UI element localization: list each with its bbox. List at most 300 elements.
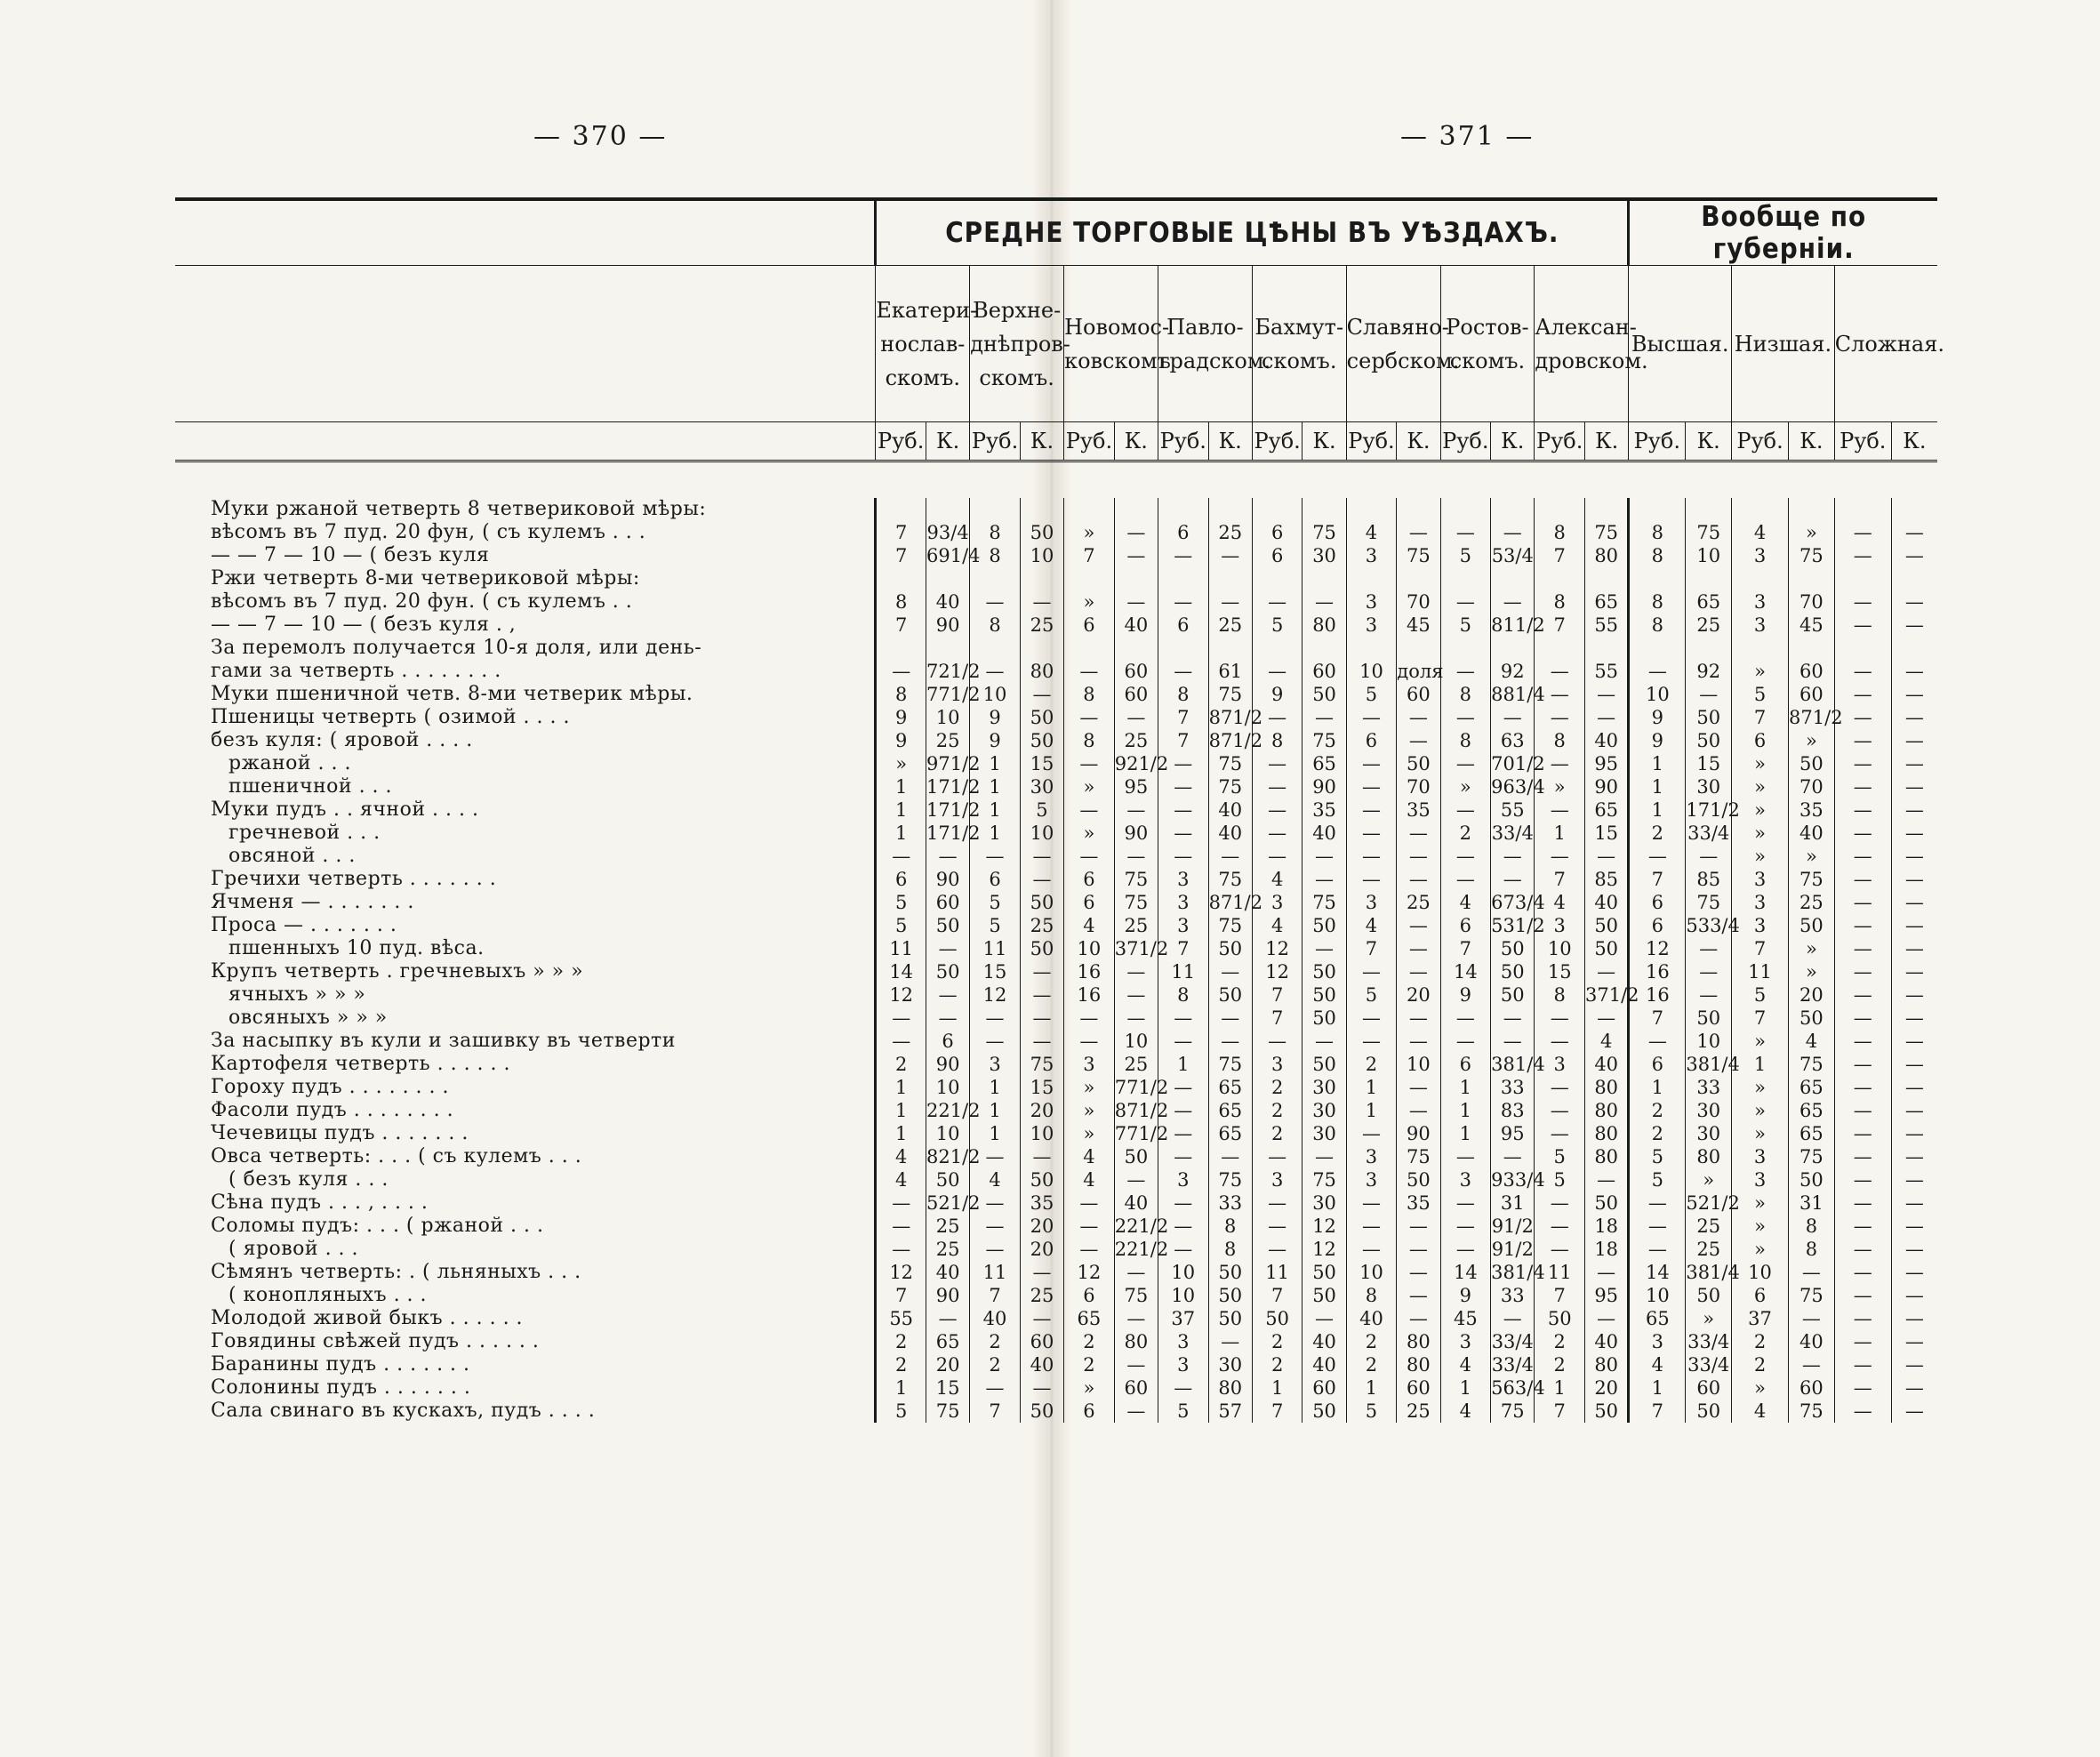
kop-cell: — bbox=[1891, 1145, 1937, 1168]
row-label: — — 7 — 10 — ( безъ куля bbox=[211, 544, 490, 566]
table-row bbox=[175, 498, 1937, 521]
rub-cell: — bbox=[1535, 1030, 1585, 1053]
kop-cell: 35 bbox=[1789, 798, 1835, 822]
kop-cell: 75 bbox=[1789, 1400, 1835, 1423]
kop-cell: 771/2 bbox=[926, 684, 981, 705]
rub-cell: — bbox=[1629, 1238, 1686, 1261]
kop-cell bbox=[1114, 498, 1158, 521]
table-row bbox=[175, 590, 1937, 614]
rub-cell: 9 bbox=[1629, 706, 1686, 729]
rub-cell: — bbox=[970, 1030, 1021, 1053]
kop-cell: 50 bbox=[1789, 914, 1835, 937]
kop-cell: 75 bbox=[1686, 521, 1732, 544]
kop-cell: — bbox=[1020, 1376, 1063, 1400]
kop-cell: 50 bbox=[1208, 1307, 1252, 1330]
rub-cell: — bbox=[1834, 590, 1891, 614]
rub-cell bbox=[1252, 567, 1302, 590]
rub-cell: — bbox=[1158, 845, 1208, 868]
kop-cell: 75 bbox=[1020, 1053, 1063, 1076]
page-number-right: — 371 — bbox=[1400, 121, 1535, 152]
row-label: Молодой живой быкъ . . . . . . bbox=[211, 1307, 524, 1329]
row-label: безъ куля: ( яровой . . . . bbox=[211, 729, 473, 751]
kop-cell: 65 bbox=[1208, 1076, 1252, 1099]
row-label: За перемолъ получается 10-я доля, или день- bbox=[211, 637, 702, 659]
rub-cell: — bbox=[1346, 798, 1397, 822]
rub-cell: 7 bbox=[1252, 1284, 1302, 1307]
kop-cell: 25 bbox=[1686, 1238, 1732, 1261]
kop-cell: 80 bbox=[1585, 1122, 1629, 1145]
kop-cell: 75 bbox=[1397, 1145, 1440, 1168]
rub-cell: — bbox=[1158, 775, 1208, 798]
kop-cell: — bbox=[1302, 868, 1346, 891]
kop-cell: 65 bbox=[1302, 752, 1346, 775]
table-row bbox=[175, 1191, 1937, 1215]
rub-cell: — bbox=[1834, 1330, 1891, 1353]
kop-cell: 85 bbox=[1686, 868, 1732, 891]
kop-cell: — bbox=[1397, 521, 1440, 544]
kop-cell: 25 bbox=[1114, 729, 1158, 752]
kop-cell: 50 bbox=[1208, 1284, 1252, 1307]
kop-cell: 18 bbox=[1585, 1238, 1629, 1261]
rub-cell: — bbox=[1440, 1030, 1491, 1053]
rub-cell bbox=[1834, 567, 1891, 590]
rub-cell: — bbox=[1346, 960, 1397, 983]
rub-cell: — bbox=[1834, 1168, 1891, 1191]
rub-cell: — bbox=[1440, 1145, 1491, 1168]
rub-cell bbox=[1535, 637, 1585, 660]
rub-cell: 7 bbox=[1732, 706, 1789, 729]
rub-cell: 5 bbox=[876, 891, 926, 914]
rub-cell bbox=[1346, 498, 1397, 521]
kop-cell: 65 bbox=[1686, 590, 1732, 614]
rub-cell: 11 bbox=[970, 1261, 1021, 1284]
rub-cell: — bbox=[1834, 1376, 1891, 1400]
rub-cell: 5 bbox=[1252, 614, 1302, 637]
kop-cell: 10 bbox=[1020, 1122, 1063, 1145]
rub-cell: 14 bbox=[1440, 960, 1491, 983]
rub-cell: 6 bbox=[876, 868, 926, 891]
rub-cell: — bbox=[1346, 1191, 1397, 1215]
kop-cell: 90 bbox=[926, 1284, 970, 1307]
kop-cell: 40 bbox=[1302, 1353, 1346, 1376]
kop-cell: — bbox=[1114, 845, 1158, 868]
row-label: гречневой . . . bbox=[228, 822, 381, 844]
rub-cell: — bbox=[1629, 1030, 1686, 1053]
kop-cell: — bbox=[1891, 729, 1937, 752]
kop-cell: 60 bbox=[1114, 683, 1158, 706]
rub-cell: — bbox=[1158, 1099, 1208, 1122]
rub-cell: — bbox=[1834, 1030, 1891, 1053]
kop-cell: 25 bbox=[1114, 1053, 1158, 1076]
kop-cell: 80 bbox=[1585, 544, 1629, 567]
rub-cell: 3 bbox=[1158, 914, 1208, 937]
rub-cell: 8 bbox=[1158, 683, 1208, 706]
kop-cell: — bbox=[1397, 1099, 1440, 1122]
district-header: Алексан- дровском. bbox=[1535, 266, 1629, 422]
rub-cell: 3 bbox=[1346, 614, 1397, 637]
rub-cell: — bbox=[1535, 1007, 1585, 1030]
table-row bbox=[175, 544, 1937, 567]
rub-cell: — bbox=[1834, 937, 1891, 960]
kop-cell: 80 bbox=[1302, 614, 1346, 637]
rub-cell: 15 bbox=[970, 960, 1021, 983]
kop-cell: 50 bbox=[926, 1168, 970, 1191]
province-column-header: Низшая. bbox=[1732, 266, 1835, 422]
rub-cell: 4 bbox=[1732, 521, 1789, 544]
kop-cell: 25 bbox=[926, 1238, 970, 1261]
kop-cell: 80 bbox=[1585, 1076, 1629, 1099]
rub-cell: » bbox=[1064, 1122, 1115, 1145]
rub-cell: 3 bbox=[1440, 1168, 1491, 1191]
kop-cell: — bbox=[1208, 960, 1252, 983]
kop-cell: — bbox=[1686, 683, 1732, 706]
kop-cell: — bbox=[926, 1307, 970, 1330]
rub-cell: 2 bbox=[876, 1053, 926, 1076]
rub-cell: 6 bbox=[1629, 891, 1686, 914]
rub-cell: 1 bbox=[876, 822, 926, 845]
rub-cell: — bbox=[1834, 960, 1891, 983]
kop-cell: 80 bbox=[1114, 1330, 1158, 1353]
kop-cell: 33 bbox=[1208, 1191, 1252, 1215]
rub-cell bbox=[1252, 498, 1302, 521]
rub-cell: 3 bbox=[1346, 544, 1397, 567]
rub-cell: — bbox=[1535, 1099, 1585, 1122]
kop-cell: 33/4 bbox=[1491, 822, 1534, 844]
rub-cell: 9 bbox=[1629, 729, 1686, 752]
rub-cell: — bbox=[876, 1007, 926, 1030]
rub-cell: — bbox=[1346, 752, 1397, 775]
rub-cell: 2 bbox=[1629, 822, 1686, 845]
rub-cell: 5 bbox=[1732, 983, 1789, 1007]
kop-cell: 75 bbox=[1114, 891, 1158, 914]
rub-cell: — bbox=[1535, 1122, 1585, 1145]
rub-cell: 1 bbox=[970, 1099, 1021, 1122]
kop-cell: — bbox=[1397, 706, 1440, 729]
table-row bbox=[175, 868, 1937, 891]
kop-cell: 821/2 bbox=[926, 1146, 981, 1167]
row-label: овсяной . . . bbox=[228, 845, 356, 867]
rub-cell: 7 bbox=[1158, 937, 1208, 960]
kop-cell: — bbox=[1397, 1007, 1440, 1030]
kop-cell: 20 bbox=[1020, 1238, 1063, 1261]
kop-cell: 70 bbox=[1397, 775, 1440, 798]
row-label: ячныхъ » » » bbox=[228, 983, 366, 1006]
rub-cell: — bbox=[1834, 706, 1891, 729]
kop-cell: 60 bbox=[1114, 1376, 1158, 1400]
rub-cell: — bbox=[1834, 1053, 1891, 1076]
kop-cell: 75 bbox=[1491, 1400, 1535, 1423]
kop-cell: 75 bbox=[1397, 544, 1440, 567]
kop-cell: — bbox=[1686, 960, 1732, 983]
rub-cell: — bbox=[1834, 1307, 1891, 1330]
kop-cell: 10 bbox=[1020, 544, 1063, 567]
rub-cell: 9 bbox=[970, 729, 1021, 752]
rub-cell: 2 bbox=[1629, 1122, 1686, 1145]
rub-cell: — bbox=[1158, 660, 1208, 683]
row-label: Ячменя — . . . . . . . bbox=[211, 891, 414, 913]
rub-cell: 14 bbox=[1629, 1261, 1686, 1284]
rub-cell: 5 bbox=[876, 914, 926, 937]
kop-cell: 381/4 bbox=[1686, 1262, 1740, 1283]
rub-cell: 8 bbox=[1064, 683, 1115, 706]
kop-cell: — bbox=[1891, 937, 1937, 960]
kop-cell: 95 bbox=[1491, 1122, 1535, 1145]
kop-cell: 40 bbox=[1302, 1330, 1346, 1353]
rub-cell: 3 bbox=[1346, 590, 1397, 614]
rub-cell: » bbox=[1732, 1376, 1789, 1400]
rub-cell: » bbox=[1732, 1238, 1789, 1261]
rub-cell: 7 bbox=[1252, 983, 1302, 1007]
kop-cell: 30 bbox=[1302, 544, 1346, 567]
rub-cell bbox=[1064, 567, 1115, 590]
kop-cell: — bbox=[1114, 1307, 1158, 1330]
kop-cell: 75 bbox=[1789, 544, 1835, 567]
kop-cell: 25 bbox=[1397, 891, 1440, 914]
rub-cell: 10 bbox=[1158, 1284, 1208, 1307]
kop-cell: 60 bbox=[1302, 1376, 1346, 1400]
rub-cell: — bbox=[1535, 798, 1585, 822]
kop-cell: 91/2 bbox=[1491, 1239, 1534, 1260]
row-label: За насыпку въ кули и зашивку въ четверти bbox=[211, 1030, 676, 1052]
rub-cell: 2 bbox=[1440, 822, 1491, 845]
rub-cell: 12 bbox=[1252, 937, 1302, 960]
kop-cell: 80 bbox=[1585, 1353, 1629, 1376]
rub-cell: 12 bbox=[1064, 1261, 1115, 1284]
rub-cell: — bbox=[1252, 822, 1302, 845]
district-header: Бахмут- скомъ. bbox=[1252, 266, 1346, 422]
rub-cell: — bbox=[1834, 1353, 1891, 1376]
kop-cell: 63 bbox=[1491, 729, 1535, 752]
kop-cell: 75 bbox=[1208, 752, 1252, 775]
rub-cell: 10 bbox=[1064, 937, 1115, 960]
rub-cell: 5 bbox=[1629, 1145, 1686, 1168]
kop-cell: — bbox=[1114, 1261, 1158, 1284]
rub-cell: 7 bbox=[1252, 1400, 1302, 1423]
kop-cell: 50 bbox=[1686, 1007, 1732, 1030]
rub-cell: — bbox=[1064, 752, 1115, 775]
rub-cell: » bbox=[1732, 1215, 1789, 1238]
price-table bbox=[175, 197, 1944, 1423]
rub-cell: 4 bbox=[1064, 914, 1115, 937]
kop-cell: — bbox=[1491, 1007, 1535, 1030]
rub-cell: 7 bbox=[876, 1284, 926, 1307]
kop-cell: 60 bbox=[1114, 660, 1158, 683]
kop-cell: 90 bbox=[926, 614, 970, 637]
kop-cell: — bbox=[1891, 1099, 1937, 1122]
rub-cell: 5 bbox=[1346, 683, 1397, 706]
rub-cell: 8 bbox=[1535, 983, 1585, 1007]
rub-cell: — bbox=[970, 845, 1021, 868]
rub-cell bbox=[876, 637, 926, 660]
kop-cell bbox=[1686, 637, 1732, 660]
kop-cell: — bbox=[1397, 1076, 1440, 1099]
rub-cell: 6 bbox=[1440, 914, 1491, 937]
kop-cell: 65 bbox=[926, 1330, 970, 1353]
rub-cell: 6 bbox=[1158, 614, 1208, 637]
rub-cell: 3 bbox=[1535, 1053, 1585, 1076]
rub-cell: 3 bbox=[1346, 891, 1397, 914]
kop-cell: 40 bbox=[1585, 1330, 1629, 1353]
kop-cell: — bbox=[1397, 1261, 1440, 1284]
row-label: Проса — . . . . . . . bbox=[211, 914, 397, 936]
rub-cell: — bbox=[1834, 1099, 1891, 1122]
kop-cell: 65 bbox=[1585, 590, 1629, 614]
kop-cell: 171/2 bbox=[926, 776, 981, 798]
table-row bbox=[175, 1076, 1937, 1099]
rub-cell: — bbox=[1440, 1007, 1491, 1030]
row-label: Гороху пудъ . . . . . . . . bbox=[211, 1076, 450, 1098]
kop-cell bbox=[926, 637, 970, 660]
rub-cell: 1 bbox=[1346, 1099, 1397, 1122]
kop-cell: 30 bbox=[1686, 1099, 1732, 1122]
rub-cell bbox=[1064, 637, 1115, 660]
kop-cell: 70 bbox=[1789, 775, 1835, 798]
kop-cell: 30 bbox=[1686, 1122, 1732, 1145]
kop-cell: 90 bbox=[1114, 822, 1158, 845]
rub-cell: 2 bbox=[1732, 1330, 1789, 1353]
kop-cell: 75 bbox=[1302, 521, 1346, 544]
unit-kop-header: К. bbox=[1585, 422, 1629, 461]
row-label: ( безъ куля . . . bbox=[228, 1168, 389, 1191]
rub-cell: — bbox=[1440, 590, 1491, 614]
rub-cell: 2 bbox=[1064, 1353, 1115, 1376]
rub-cell: — bbox=[1346, 775, 1397, 798]
rub-cell: 6 bbox=[970, 868, 1021, 891]
rub-cell: 1 bbox=[876, 798, 926, 822]
rub-cell: 2 bbox=[1346, 1353, 1397, 1376]
unit-kop-header: К. bbox=[1302, 422, 1346, 461]
rub-cell: 37 bbox=[1158, 1307, 1208, 1330]
row-label: Солонины пудъ . . . . . . . bbox=[211, 1376, 471, 1399]
table-row bbox=[175, 706, 1937, 729]
row-label: Чечевицы пудъ . . . . . . . bbox=[211, 1122, 469, 1144]
kop-cell: 10 bbox=[926, 1076, 970, 1099]
rub-cell: 10 bbox=[1346, 660, 1397, 683]
kop-cell: — bbox=[1397, 1307, 1440, 1330]
page-number-left: — 370 — bbox=[533, 121, 668, 152]
rub-cell: 9 bbox=[876, 729, 926, 752]
kop-cell: 33/4 bbox=[1491, 1354, 1534, 1376]
rub-cell: 11 bbox=[876, 937, 926, 960]
rub-cell: » bbox=[1732, 660, 1789, 683]
kop-cell bbox=[1789, 637, 1835, 660]
row-label: Сѣна пудъ . . . , . . . . bbox=[211, 1191, 429, 1214]
rub-cell: 3 bbox=[1535, 914, 1585, 937]
rub-cell: 6 bbox=[1732, 729, 1789, 752]
rub-cell: — bbox=[1535, 845, 1585, 868]
rub-cell: — bbox=[1834, 868, 1891, 891]
rub-cell: — bbox=[1158, 544, 1208, 567]
kop-cell: 50 bbox=[1686, 729, 1732, 752]
rub-cell: 4 bbox=[1629, 1353, 1686, 1376]
unit-rub-header: Руб. bbox=[1834, 422, 1891, 461]
table-row bbox=[175, 637, 1937, 660]
rub-cell: — bbox=[1834, 1261, 1891, 1284]
rub-cell: — bbox=[1158, 1215, 1208, 1238]
rub-cell bbox=[1732, 498, 1789, 521]
kop-cell bbox=[1397, 498, 1440, 521]
rub-cell: 1 bbox=[1440, 1376, 1491, 1400]
kop-cell: 75 bbox=[1114, 1284, 1158, 1307]
rub-cell: 5 bbox=[1535, 1168, 1585, 1191]
rub-cell: 7 bbox=[1535, 614, 1585, 637]
rub-cell: » bbox=[1064, 590, 1115, 614]
rub-cell: 8 bbox=[1346, 1284, 1397, 1307]
rub-cell: 9 bbox=[1440, 983, 1491, 1007]
unit-rub-header: Руб. bbox=[1064, 422, 1115, 461]
table-row bbox=[175, 775, 1937, 798]
kop-cell: 50 bbox=[1789, 1007, 1835, 1030]
kop-cell: 381/4 bbox=[1686, 1054, 1740, 1075]
table-row bbox=[175, 521, 1937, 544]
rub-cell: 3 bbox=[1158, 868, 1208, 891]
kop-cell: 75 bbox=[1208, 1053, 1252, 1076]
kop-cell: 60 bbox=[926, 891, 970, 914]
kop-cell: 70 bbox=[1397, 590, 1440, 614]
kop-cell: 55 bbox=[1585, 660, 1629, 683]
kop-cell: 92 bbox=[1686, 660, 1732, 683]
kop-cell: 533/4 bbox=[1686, 915, 1740, 936]
rub-cell: 5 bbox=[876, 1400, 926, 1423]
kop-cell: 60 bbox=[1686, 1376, 1732, 1400]
kop-cell: 12 bbox=[1302, 1215, 1346, 1238]
kop-cell: 50 bbox=[1114, 1145, 1158, 1168]
row-label: Сѣмянъ четверть: . ( льняныхъ . . . bbox=[211, 1261, 581, 1283]
kop-cell: 171/2 bbox=[1686, 799, 1740, 821]
kop-cell: — bbox=[1891, 1376, 1937, 1400]
kop-cell: 521/2 bbox=[1686, 1192, 1740, 1214]
kop-cell: 75 bbox=[1789, 868, 1835, 891]
kop-cell: — bbox=[1891, 1307, 1937, 1330]
kop-cell: — bbox=[1114, 544, 1158, 567]
rub-cell: » bbox=[1732, 822, 1789, 845]
rub-cell: — bbox=[1158, 798, 1208, 822]
district-header: Павло- градском. bbox=[1158, 266, 1252, 422]
table-row bbox=[175, 1330, 1937, 1353]
rub-cell: — bbox=[1064, 660, 1115, 683]
kop-cell bbox=[1397, 637, 1440, 660]
kop-cell: — bbox=[1891, 891, 1937, 914]
kop-cell: — bbox=[1397, 960, 1440, 983]
rub-cell: 8 bbox=[1629, 544, 1686, 567]
rub-cell: 1 bbox=[1346, 1076, 1397, 1099]
kop-cell: 50 bbox=[1208, 1261, 1252, 1284]
rub-cell: 4 bbox=[1440, 1353, 1491, 1376]
row-label: Сала свинаго въ кускахъ, пудъ . . . . bbox=[211, 1400, 596, 1422]
rub-cell: — bbox=[1629, 845, 1686, 868]
rub-cell: 7 bbox=[1732, 937, 1789, 960]
rub-cell: — bbox=[1440, 660, 1491, 683]
kop-cell: — bbox=[1020, 1307, 1063, 1330]
rub-cell: 8 bbox=[970, 614, 1021, 637]
rub-cell: 7 bbox=[1535, 1284, 1585, 1307]
kop-cell bbox=[926, 498, 970, 521]
kop-cell: — bbox=[1891, 798, 1937, 822]
rub-cell: 7 bbox=[1535, 544, 1585, 567]
kop-cell: 60 bbox=[1020, 1330, 1063, 1353]
rub-cell: — bbox=[1252, 798, 1302, 822]
kop-cell: 90 bbox=[926, 1053, 970, 1076]
rub-cell: 3 bbox=[1732, 544, 1789, 567]
unit-rub-header: Руб. bbox=[1252, 422, 1302, 461]
rub-cell: 4 bbox=[1732, 1400, 1789, 1423]
kop-cell: — bbox=[1789, 1261, 1835, 1284]
rub-cell: — bbox=[970, 1238, 1021, 1261]
kop-cell: — bbox=[1302, 1307, 1346, 1330]
rub-cell: — bbox=[1834, 1122, 1891, 1145]
rub-cell: » bbox=[1440, 775, 1491, 798]
rub-cell: — bbox=[1834, 798, 1891, 822]
